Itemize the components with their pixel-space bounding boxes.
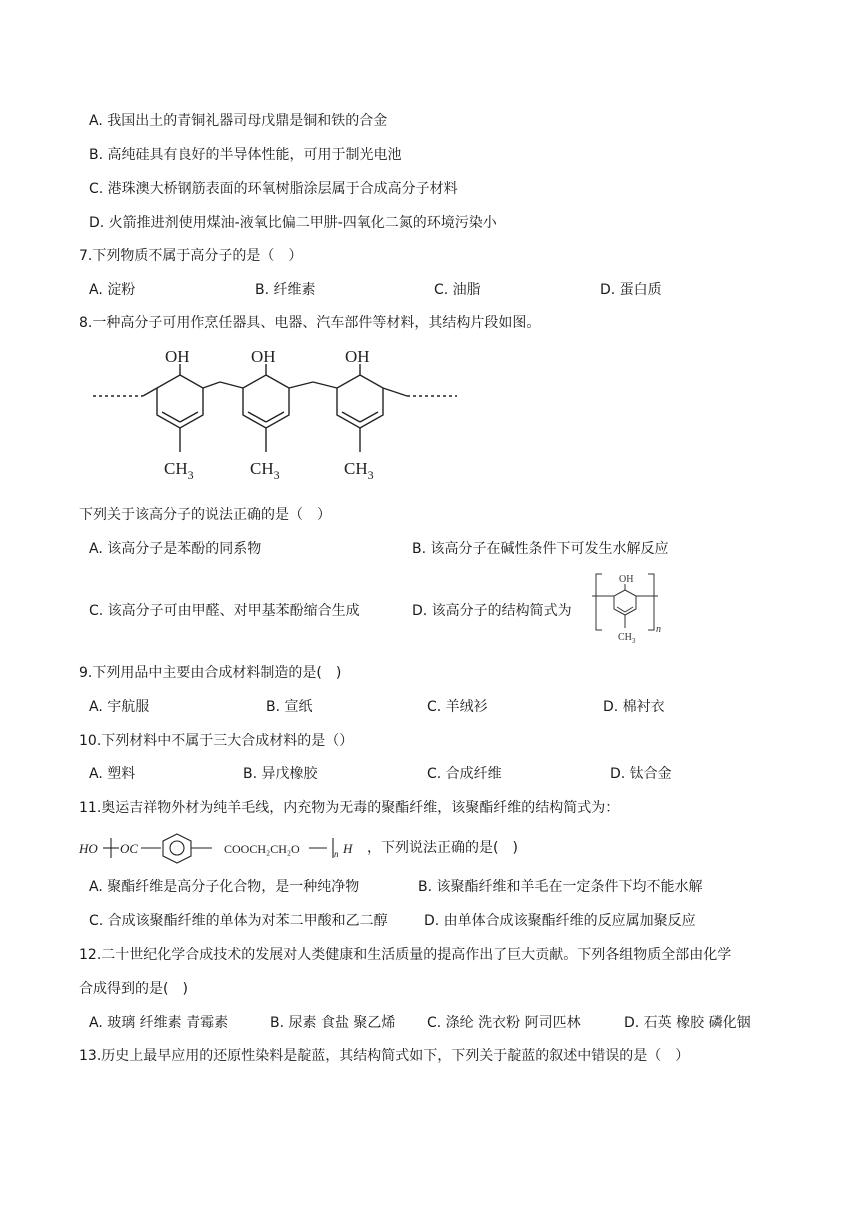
q12-option-b: B. 尿素 食盐 聚乙烯 [270, 1015, 396, 1031]
q9-option-c: C. 羊绒衫 [427, 699, 488, 715]
q7-option-a: A. 淀粉 [89, 282, 136, 298]
oh-label-1: OH [165, 347, 190, 366]
q8-option-b: B. 该高分子在碱性条件下可发生水解反应 [412, 541, 669, 557]
q12-stem-line2: 合成得到的是( ) [79, 981, 188, 997]
q12-stem-line1: 12.二十世纪化学合成技术的发展对人类健康和生活质量的提高作出了巨大贡献。下列各组物质全部由化学 [79, 947, 732, 963]
ch3-label-3: $CH_3$ [344, 459, 374, 482]
q10-option-d: D. 钛合金 [610, 766, 672, 782]
formula-chain: COOCH₂CH₂O [224, 842, 300, 856]
repeat-unit-ch3: $CH_3$ [618, 632, 636, 645]
q12-option-a: A. 玻璃 纤维素 青霉素 [89, 1015, 229, 1031]
oh-label-2: OH [251, 347, 276, 366]
formula-n: n [334, 849, 339, 859]
ch3-label-2: $CH_3$ [250, 459, 280, 482]
q8-stem: 8.一种高分子可用作烹任器具、电器、汽车部件等材料，其结构片段如图。 [79, 315, 541, 331]
ch3-label-1: $CH_3$ [164, 459, 194, 482]
q13-stem: 13.历史上最早应用的还原性染料是靛蓝，其结构简式如下，下列关于靛蓝的叙述中错误的是（ ） [79, 1048, 690, 1064]
formula-oc: OC [120, 841, 139, 856]
q9-option-d: D. 棉衬衣 [603, 699, 665, 715]
q8-option-a: A. 该高分子是苯酚的同系物 [89, 541, 262, 557]
q12-option-c: C. 涤纶 洗衣粉 阿司匹林 [427, 1015, 581, 1031]
q9-stem: 9.下列用品中主要由合成材料制造的是( ) [79, 665, 342, 681]
q7-option-b: B. 纤维素 [255, 282, 316, 298]
q6-option-a: A. 我国出土的青铜礼器司母戊鼎是铜和铁的合金 [89, 113, 388, 129]
q11-stem: 11.奥运吉祥物外材为纯羊毛线，内充物为无毒的聚酯纤维，该聚酯纤维的结构简式为： [79, 800, 620, 816]
oh-label-3: OH [345, 347, 370, 366]
q7-option-c: C. 油脂 [434, 282, 481, 298]
formula-h: H [343, 841, 353, 856]
q7-stem: 7.下列物质不属于高分子的是（ ） [79, 248, 303, 264]
q11-option-c: C. 合成该聚酯纤维的单体为对苯二甲酸和乙二醇 [89, 913, 388, 929]
q6-option-d: D. 火箭推进剂使用煤油-液氧比偏二甲肼-四氧化二氮的环境污染小 [89, 215, 497, 231]
q8-option-d: D. 该高分子的结构简式为 [412, 603, 572, 619]
repeat-unit-n: n [656, 624, 661, 635]
q6-option-c: C. 港珠澳大桥钢筋表面的环氧树脂涂层属于合成高分子材料 [89, 181, 458, 197]
repeat-unit-structure [590, 568, 680, 654]
repeat-unit-oh: OH [619, 574, 634, 585]
q10-option-a: A. 塑料 [89, 766, 136, 782]
q9-option-b: B. 宣纸 [266, 699, 313, 715]
q11-option-b: B. 该聚酯纤维和羊毛在一定条件下均不能水解 [418, 879, 703, 895]
polymer-fragment-structure [85, 342, 465, 494]
q8-option-c: C. 该高分子可由甲醛、对甲基苯酚缩合生成 [89, 603, 360, 619]
formula-ho: HO [79, 841, 98, 856]
q9-option-a: A. 宇航服 [89, 699, 150, 715]
q8-substem: 下列关于该高分子的说法正确的是（ ） [79, 507, 331, 523]
q6-option-b: B. 高纯硅具有良好的半导体性能，可用于制光电池 [89, 147, 402, 163]
q10-option-b: B. 异戊橡胶 [243, 766, 318, 782]
polyester-formula [77, 830, 367, 866]
q10-stem: 10.下列材料中不属于三大合成材料的是（） [79, 733, 354, 749]
q10-option-c: C. 合成纤维 [427, 766, 502, 782]
q12-option-d: D. 石英 橡胶 磷化铟 [624, 1015, 751, 1031]
q11-option-d: D. 由单体合成该聚酯纤维的反应属加聚反应 [424, 913, 696, 929]
q7-option-d: D. 蛋白质 [600, 282, 662, 298]
q11-option-a: A. 聚酯纤维是高分子化合物，是一种纯净物 [89, 879, 360, 895]
q11-formula-tail: ，下列说法正确的是( ) [367, 840, 518, 856]
